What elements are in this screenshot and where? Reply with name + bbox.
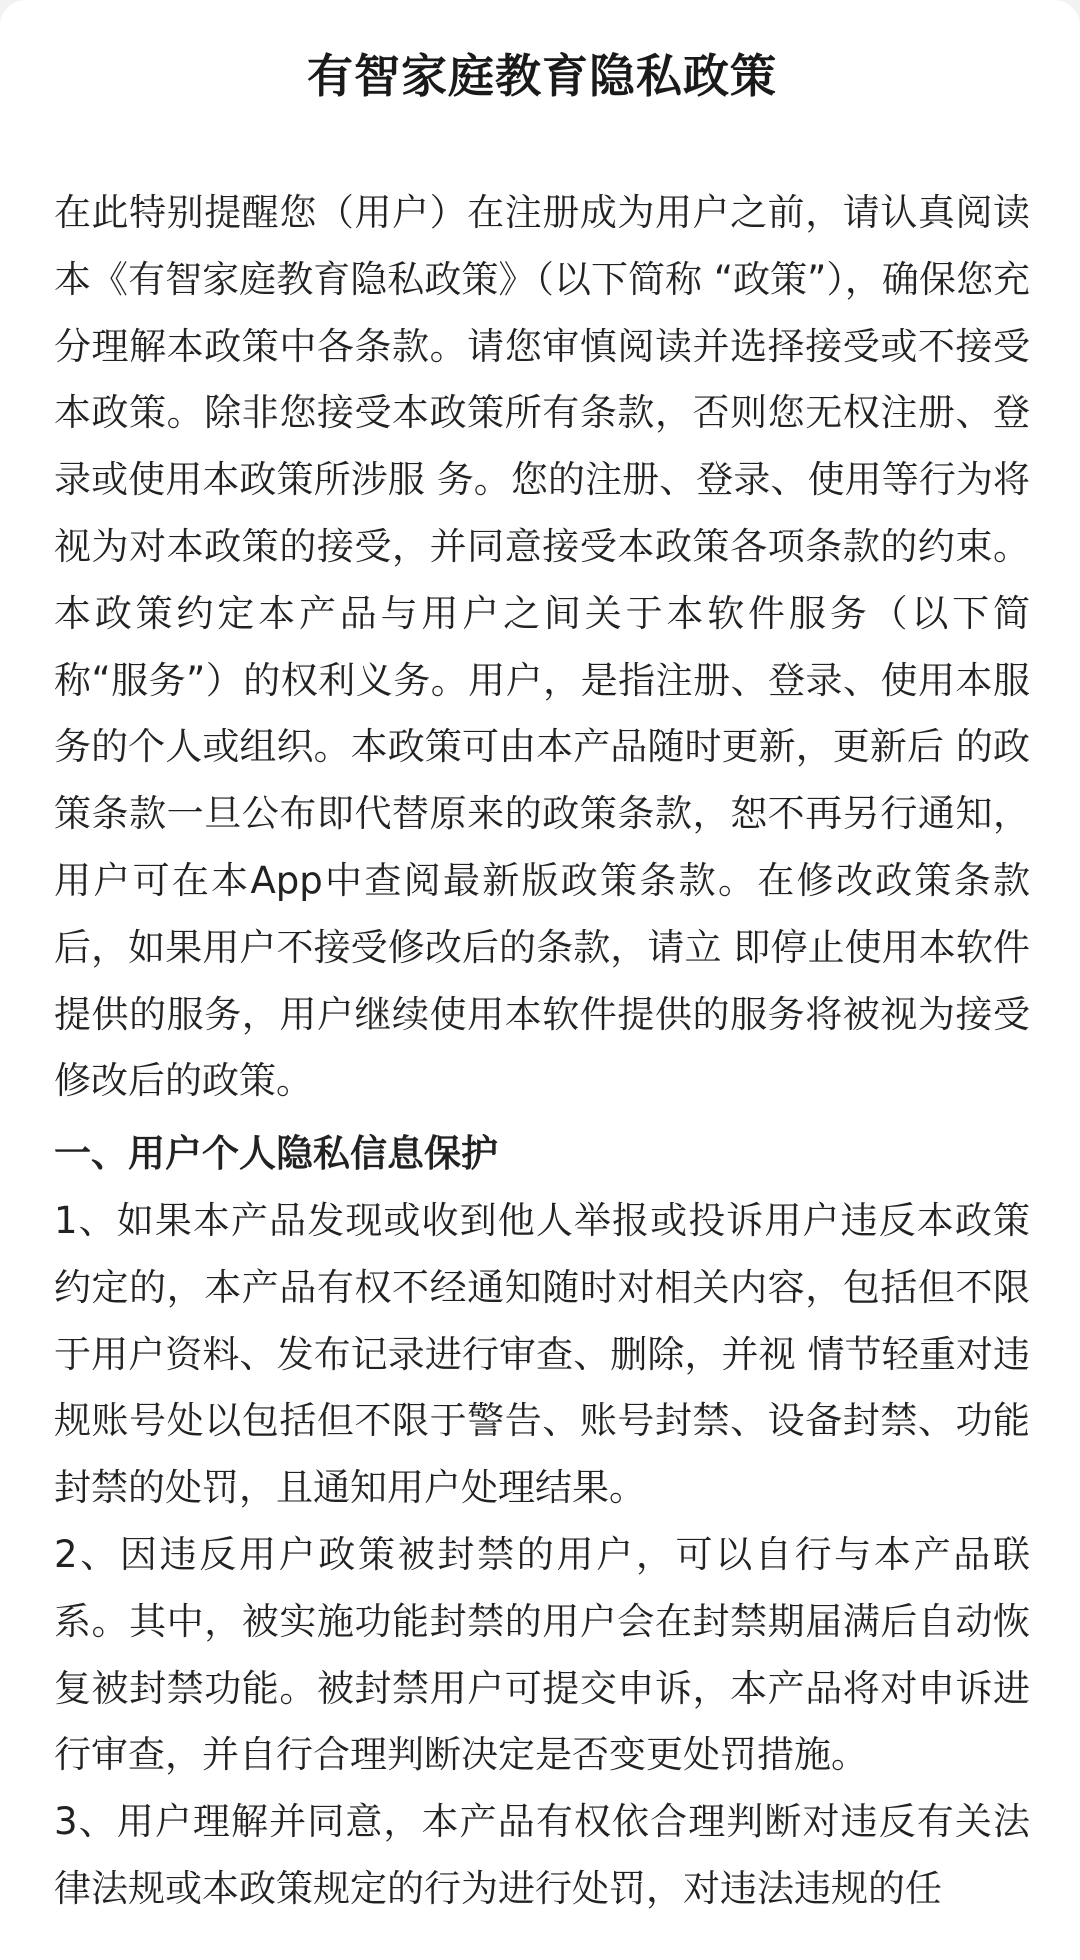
section-item-2: 2、因违反用户政策被封禁的用户，可以自行与本产品联系。其中，被实施功能封禁的用户会在封禁期届满后自动恢复被封禁功能。被封禁用户可提交申诉，本产品将对申诉进行审查，并自行合理判断决定是否变更处罚措施。	[54, 1532, 1030, 1777]
section-item-1: 1、如果本产品发现或收到他人举报或投诉用户违反本政策约定的，本产品有权不经通知随时对相关内容，包括但不限于用户资料、发布记录进行审查、删除，并视 情节轻重对违规账号处以包括但不限于警告、账号封禁、设备封禁、功能封禁的处罚，且通知用户处理结果。	[54, 1198, 1030, 1510]
page-title: 有智家庭教育隐私政策	[307, 49, 777, 103]
section-heading: 一、用户个人隐私信息保护	[54, 1132, 498, 1176]
intro-paragraph: 在此特别提醒您（用户）在注册成为用户之前，请认真阅读本《有智家庭教育隐私政策》（以下简称 “政策”），确保您充分理解本政策中各条款。请您审慎阅读并选择接受或不接受本政策。除非您接受本政策所有条款，否则您无权注册、登录或使用本政策所涉服 务。您的注册、登录、使用等行为将视为对本政策的接受，并同意接受本政策各项条款的约束。本政策约定本产品与用户之间关于本软件服务（以下简称“服务”）的权利义务。用户，是指注册、登录、使用本服务的个人或组织。本政策可由本产品随时更新，更新后 的政策条款一旦公布即代替原来的政策条款，恕不再另行通知，用户可在本App中查阅最新版政策条款。在修改政策条款后，如果用户不接受修改后的条款，请立 即停止使用本软件提供的服务，用户继续使用本软件提供的服务将被视为接受修改后的政策。	[54, 191, 1030, 1103]
section-user-privacy	[54, 1121, 1030, 1923]
section-item-3: 3、用户理解并同意，本产品有权依合理判断对违反有关法律法规或本政策规定的行为进行处罚，对违法违规的任	[54, 1800, 1030, 1910]
